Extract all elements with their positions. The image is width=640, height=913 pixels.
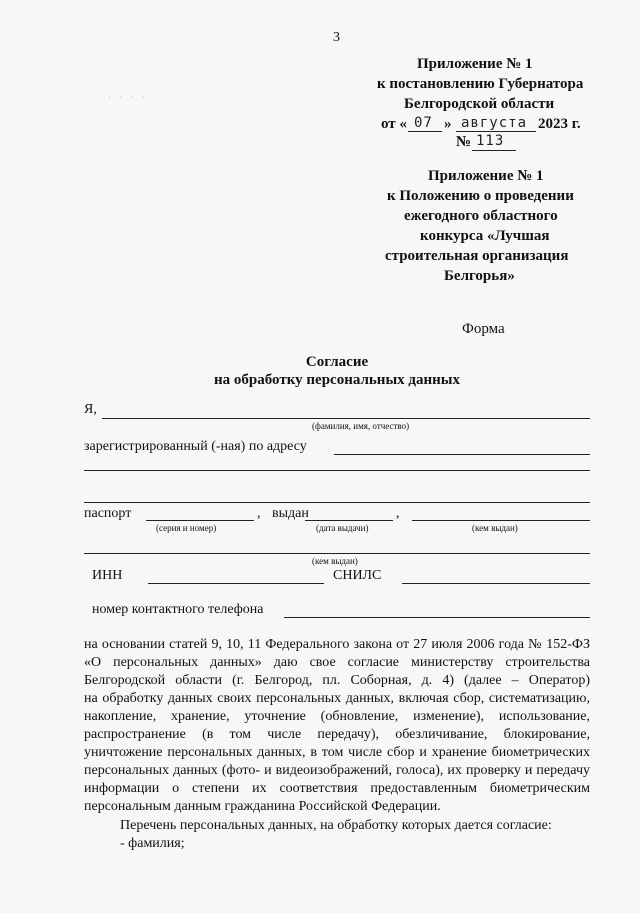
address-label: зарегистрированный (-ная) по адресу — [84, 439, 307, 454]
body-line: уничтожение персональных данных, в том числе сбор и хранение биометрических — [84, 745, 590, 760]
issuer-hint: (кем выдан) — [472, 523, 518, 533]
list-item: - фамилия; — [120, 836, 185, 851]
decree-month: августа — [461, 115, 528, 131]
decree-year: 2023 г. — [538, 116, 581, 132]
issue-date-field[interactable] — [305, 520, 393, 521]
scan-marks: · · · · — [108, 92, 148, 102]
regulation-line: к Положению о проведении — [387, 188, 574, 204]
body-line: Белгородской области (г. Белгород, пл. Соборная, д. 4) (далее – Оператор) — [84, 673, 590, 688]
phone-label: номер контактного телефона — [92, 602, 264, 617]
snils-field[interactable] — [402, 583, 590, 584]
body-line: информации о степени их соответствия предоставленным биометрическим — [84, 781, 590, 796]
appendix-line: к постановлению Губернатора — [377, 76, 584, 92]
appendix-title: Приложение № 1 — [417, 56, 533, 72]
body-line-last: персональным данным гражданина Российской Федерации. — [84, 799, 441, 814]
name-hint: (фамилия, имя, отчество) — [312, 421, 410, 431]
inn-label: ИНН — [92, 568, 123, 583]
page-number: 3 — [333, 30, 340, 45]
decree-day-line — [408, 131, 442, 132]
issued-label: выдан — [272, 506, 309, 521]
document-title: Согласие — [305, 354, 369, 370]
regulation-line: Белгорья» — [444, 268, 515, 284]
body-line: на обработку данных своих персональных данных, включая сбор, систематизацию, — [84, 691, 590, 706]
body-line: на основании статей 9, 10, 11 Федерального закона от 27 июля 2006 года № 152-ФЗ — [84, 637, 590, 652]
date-hint: (дата выдачи) — [316, 523, 369, 533]
issuer-field-line2[interactable] — [84, 553, 590, 554]
address-field[interactable] — [334, 454, 590, 455]
phone-field[interactable] — [284, 617, 590, 618]
issuer-hint-2: (кем выдан) — [312, 556, 358, 566]
issued-comma: , — [396, 506, 400, 521]
body-line: распространение (в том числе передачу), обезличивание, блокирование, — [84, 727, 590, 742]
issuer-field[interactable] — [412, 520, 590, 521]
address-field-line2[interactable] — [84, 470, 590, 471]
decree-quote: » — [444, 116, 452, 132]
regulation-line: конкурса «Лучшая — [420, 228, 550, 244]
regulation-line: Приложение № 1 — [428, 168, 544, 184]
passport-series-field[interactable] — [146, 520, 254, 521]
list-intro: Перечень персональных данных, на обработку которых дается согласие: — [120, 818, 552, 833]
body-line: накопление, хранение, уточнение (обновление, изменение), использование, — [84, 709, 590, 724]
form-label: Форма — [462, 321, 505, 337]
regulation-line: строительная организация — [385, 248, 569, 264]
series-hint: (серия и номер) — [156, 523, 217, 533]
appendix-line: Белгородской области — [404, 96, 555, 112]
decree-number: 113 — [476, 133, 505, 149]
decree-day: 07 — [414, 115, 433, 131]
document-subtitle: на обработку персональных данных — [214, 372, 460, 388]
inn-field[interactable] — [148, 583, 324, 584]
name-prefix: Я, — [84, 402, 97, 417]
decree-date-prefix: от « — [381, 116, 407, 132]
name-field[interactable] — [102, 418, 590, 419]
passport-label: паспорт — [84, 506, 132, 521]
body-line: персональных данных (фото- и видеоизображений, голоса), их проверку и передачу — [84, 763, 590, 778]
address-field-line3[interactable] — [84, 502, 590, 503]
decree-number-prefix: № — [456, 134, 472, 150]
decree-number-line — [472, 150, 516, 151]
regulation-line: ежегодного областного — [404, 208, 558, 224]
passport-comma: , — [257, 506, 261, 521]
body-line: «О персональных данных» даю свое согласие министерству строительства — [84, 655, 590, 670]
decree-month-line — [456, 131, 536, 132]
snils-label: СНИЛС — [333, 568, 382, 583]
